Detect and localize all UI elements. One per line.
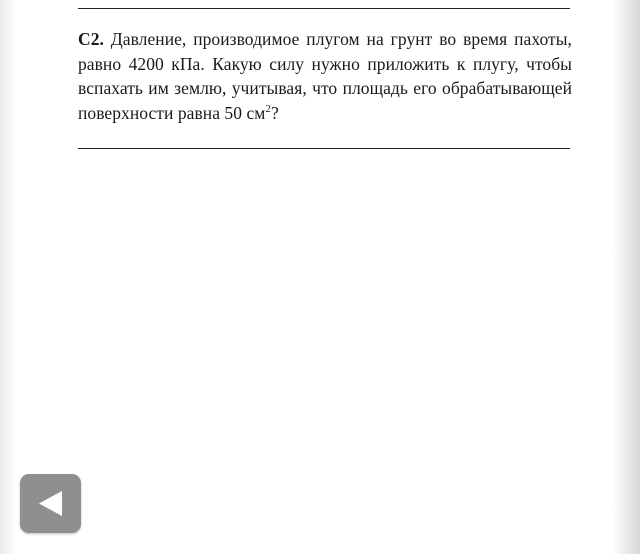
problem-number: С2. — [78, 29, 104, 49]
back-button[interactable] — [20, 474, 81, 533]
bottom-rule — [78, 148, 570, 149]
problem-text — [78, 27, 572, 125]
problem-body: Давление, производимое плугом на грунт во время пахоты, равно 4200 кПа. Какую силу нужно приложить к плугу, чтобы вспахать им землю, учитывая, что площадь его обрабатывающей поверхности равна 50 см — [78, 29, 572, 123]
problem-end: ? — [270, 102, 279, 123]
back-triangle-icon — [20, 474, 81, 533]
area-unit-exponent: 2 — [265, 102, 271, 115]
top-rule — [78, 8, 570, 9]
page-edge-shadow-right — [612, 0, 640, 554]
page-edge-shadow-left — [0, 0, 16, 554]
